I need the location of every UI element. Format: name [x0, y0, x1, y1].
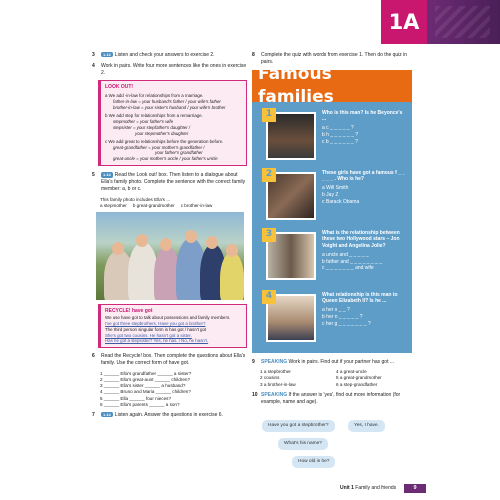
audio-track-icon[interactable]: 1.14	[103, 172, 111, 178]
audio-track-icon[interactable]: 1.13	[103, 52, 111, 57]
quiz-item-1: 1 Who is this man? Is he Beyonce's ... a c _ _ _ _ _ ? b h _ _ _ _ _ _ ? c b _ _ _ _ _ _ ?	[262, 108, 408, 168]
audio-track-icon[interactable]: 1.14	[103, 412, 111, 417]
header-decoration	[427, 0, 500, 44]
exercise-6-questions: 1 ______ Ella's grandfather ______ a sister? 2 ______ Ella's great-aunt ______ children? 3 ______ Ella's sister ______ a husband? 4 ______ Bruno and Maria ______ children? 5 ______ Ella ______ four nieces? 6 ______ Ella's parents ______ a son?	[100, 370, 192, 407]
exercise-7: 7 1.14 Listen again. Answer the questions in exercise 6.	[92, 412, 223, 418]
speech-bubble: What's his name?	[278, 438, 328, 450]
exercise-9-items: 1 a stepbrother 4 a great-uncle 2 cousins 5 a great-grandmother 3 a brother-in-law 6 a step-grandfather	[260, 369, 382, 387]
recycle-box: RECYCLE! have got We use have got to talk about possessions and family members. I've got three stepbrothers. Have you got a brother? The third person singular form is has got / hasn't got She's got two cousins. He hasn't got a sister. Has he got a stepsister? Yes, he has. / No, he hasn't.	[98, 304, 247, 348]
lesson-badge: 1A	[381, 0, 427, 44]
exercise-6: 6 Read the Recycle! box. Then complete the questions about Ella's family. Use the correct form of have got.	[92, 353, 246, 367]
family-photo	[96, 212, 244, 300]
quiz-item-4: 4 What relationship is this man to Queen Elizabeth II? Is he ... a her s _ _ ? b her n _ _ _ _ _ ? c her g _ _ _ _ _ _ _ ?	[262, 290, 408, 350]
speech-bubble: Yes, I have.	[348, 420, 385, 432]
exercise-8: 8 Complete the quiz with words from exercise 1. Then do the quiz in pairs.	[252, 52, 408, 65]
quiz-item-2: 2 These girls have got a famous f _ _ _ _ _ . Who is he? a Will Smith b Jay Z c Barack Obama	[262, 168, 408, 228]
quiz-item-3: 3 What is the relationship between these two Hollywood stars – Jon Voight and Angelina Jolie? a uncle and _ _ _ _ _ b father and _ _ _ _ _ _ _ _ c _ _ _ _ _ _ _ and wife	[262, 228, 408, 288]
exercise-3: 3 1.13 Listen and check your answers to exercise 2.	[92, 52, 215, 58]
look-out-box: LOOK OUT! a We add -in-law for relationships from a marriage. father-in-law = your husband's father / your wife's father brother-in-law = your sister's husband / your wife's brother b We add step for relationships from a remarriage. stepmother = your father's wife stepsister = your stepfather's daughter / your stepmother's daughter c We add great to relationships before the generation before. great-grandfather = your mother's grandfather / your father's grandfather great-uncle = your mother's uncle / your father's uncle	[98, 80, 247, 166]
left-column	[92, 52, 247, 423]
speech-bubble: Have you got a stepbrother?	[262, 420, 335, 432]
exercise-4: 4 Work in pairs. Write four more sentences like the ones in exercise 2.	[92, 62, 247, 76]
exercise-10: 10 SPEAKING If the answer is 'yes', find out more information (for example, name and age).	[252, 391, 401, 405]
speech-bubble: How old is he?	[292, 456, 335, 468]
famous-families-quiz	[252, 63, 412, 353]
footer: Unit 1 Family and friends	[340, 485, 397, 491]
exercise-5: 5 1.14 Read the Look out! box. Then listen to a dialogue about Ella's family photo. Complete the sentence with the correct family member: a, b or c.	[92, 172, 246, 192]
exercise-5-options: This family photo includes Ella's ... a stepmother b great-grandmother c brother-in-law	[100, 196, 213, 208]
page-number: 9	[404, 484, 426, 493]
right-column	[252, 52, 412, 409]
quiz-title: Famous families	[252, 70, 412, 102]
exercise-9: 9 SPEAKING Work in pairs. Find out if your partner has got ...	[252, 358, 395, 365]
